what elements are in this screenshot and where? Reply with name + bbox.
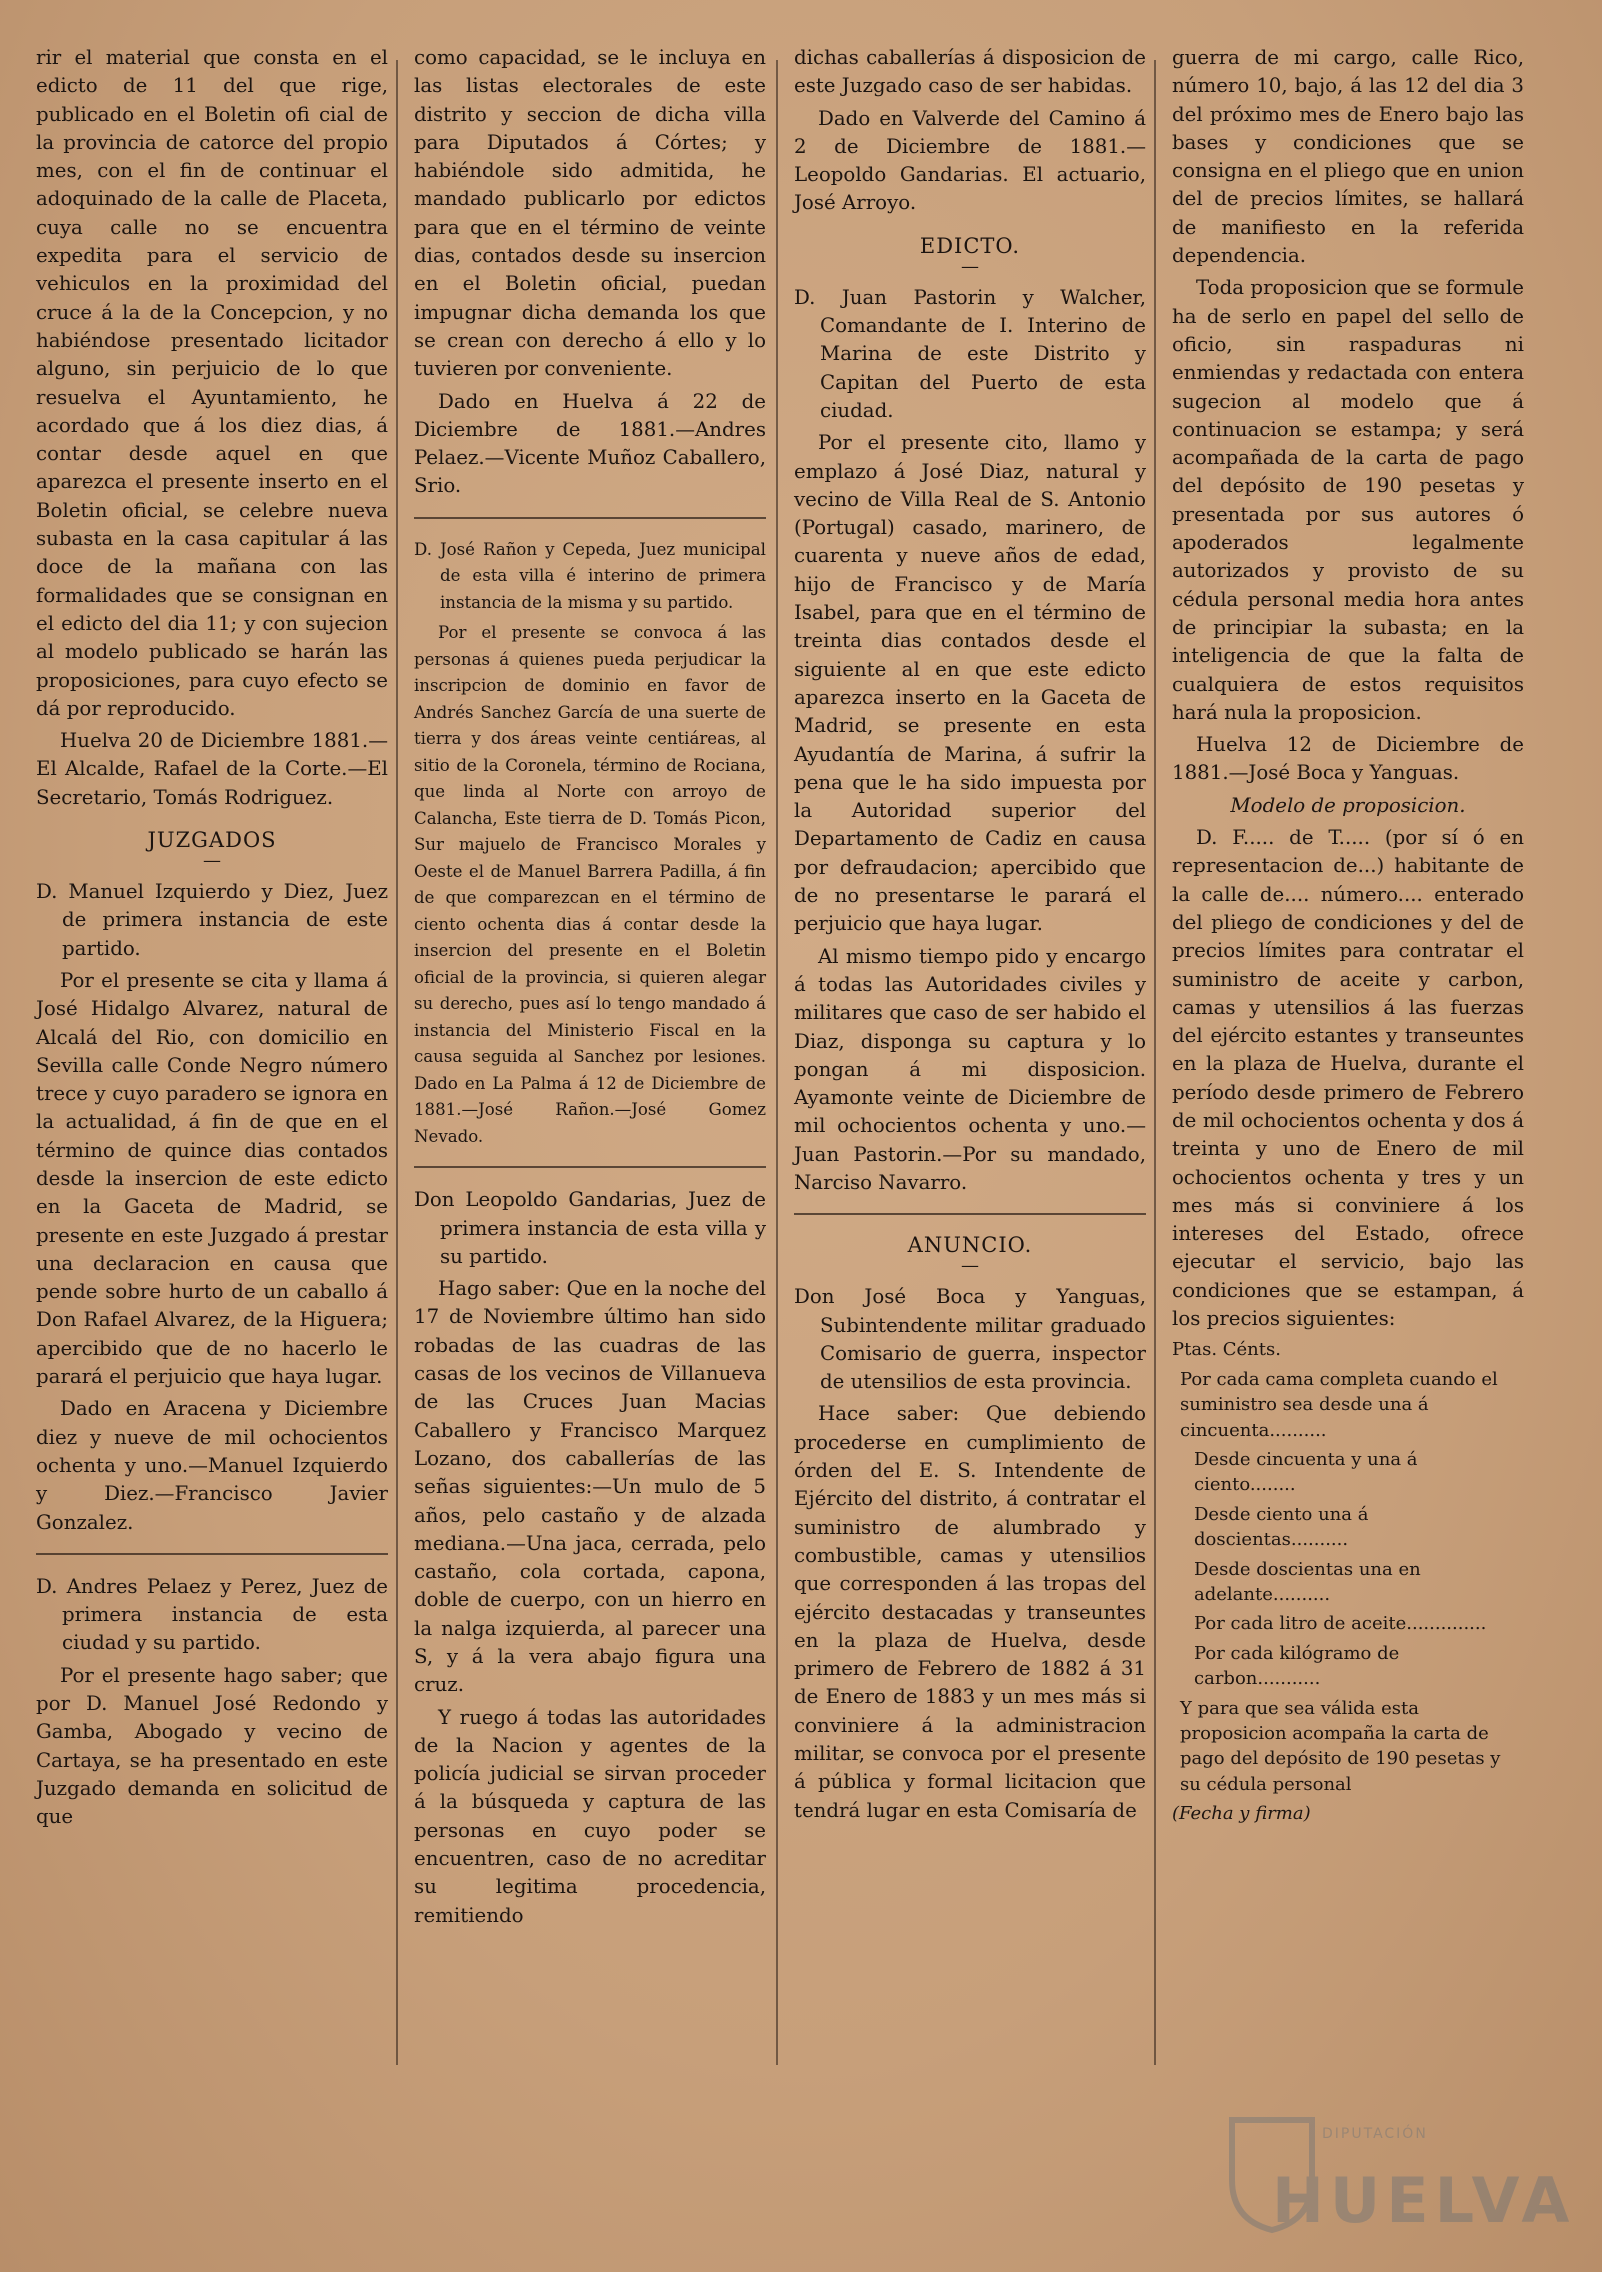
- separator: [794, 1213, 1146, 1215]
- watermark-small-text: DIPUTACIÓN: [1322, 2126, 1428, 2142]
- model-heading: Modelo de proposicion.: [1230, 793, 1466, 817]
- column-2: [414, 44, 766, 1934]
- separator: [414, 517, 766, 519]
- section-heading-juzgados: JUZGADOS: [147, 828, 277, 853]
- notice-body: Por el presente se cita y llama á José Hidalgo Alvarez, natural de Alcalá del Rio, con domicilio en Sevilla calle Conde Negro número trece y cuyo paradero se ignora en la actualidad, á fin de que en el término de quince dias contados desde la insercion de este edicto en la Gaceta de Madrid, se presente en este Juzgado á prestar una declaracion en causa que pende sobre hurto de un caballo á Don Rafael Alvarez, de la Higuera; apercibido que de no hacerlo le parará el perjuicio que haya lugar.: [36, 968, 388, 1389]
- column-rule: [396, 60, 398, 2065]
- section-heading-edicto: EDICTO.: [919, 233, 1021, 258]
- notice-signature: Dado en Aracena y Diciembre diez y nueve de mil ochocientos ochenta y uno.—Manuel Izquierdo y Diez.—Francisco Javier Gonzalez.: [36, 1397, 388, 1534]
- notice-body: Por el presente hago saber; que por D. Manuel José Redondo y Gamba, Abogado y vecino de Cartaya, se ha presentado en este Juzgado demanda en solicitud de que: [36, 1663, 388, 1829]
- section-heading-anuncio: ANUNCIO.: [907, 1233, 1033, 1258]
- signature-placeholder: (Fecha y firma): [1172, 1803, 1311, 1825]
- notice-signature: Dado en Valverde del Camino á 2 de Diciembre de 1881.—Leopoldo Gandarias. El actuario, José Arroyo.: [794, 106, 1146, 215]
- notice-body: Toda proposicion que se formule ha de serlo en papel del sello de oficio, sin raspaduras ni enmiendas y redactada con entera sugecion al modelo que á continuacion se estampa; y será acompañada de la carta de pago del depósito de 190 pesetas y presentada por sus autores ó apoderados legalmente autorizados y provisto de su cédula personal media hora antes de principiar la subasta; en la inteligencia de que la falta de cualquiera de estos requisitos hará nula la proposicion.: [1172, 276, 1524, 724]
- price-table: [1172, 1337, 1524, 1826]
- price-row: Desde cincuenta y una á ciento........: [1194, 1448, 1418, 1496]
- edict-signature: Huelva 20 de Diciembre 1881.—El Alcalde, Rafael de la Corte.—El Secretario, Tomás Rodriguez.: [36, 729, 388, 809]
- model-body: D. F..... de T..... (por sí ó en representacion de...) habitante de la calle de.... número.... enterado del pliego de condiciones y del de precios límites para contratar el suministro de aceite y carbon, camas y utensilios á las fuerzas del ejército estantes y transeuntes en la plaza de Huelva, durante el período desde primero de Febrero de mil ochocientos ochenta y dos á treinta y uno de Enero de mil ochocientos ochenta y tres y un mes más si conviniere á los intereses del Estado, ofrece ejecutar el servicio, bajo las condiciones que se estampan, á los precios siguientes:: [1172, 826, 1524, 1331]
- judge-title: D. José Rañon y Cepeda, Juez municipal de esta villa é interino de primera instancia de la misma y su partido.: [414, 539, 766, 612]
- column-rule: [776, 60, 778, 2065]
- column-4: [1172, 44, 1524, 1831]
- heading-dash: —: [961, 255, 979, 277]
- heading-dash: —: [961, 1255, 979, 1277]
- archive-watermark: [1212, 2096, 1576, 2246]
- notice-body: Hace saber: Que debiendo procederse en cumplimiento de órden del E. S. Intendente de Ejército del distrito, á contratar el suministro de alumbrado y combustible, camas y utensilios que corresponden á las tropas del ejército destacadas y transeuntes en la plaza de Huelva, desde primero de Febrero de 1882 á 31 de Enero de 1883 y un mes más si conviniere á la administracion militar, se convoca por el presente á pública y formal licitacion que tendrá lugar en esta Comisaría de: [794, 1402, 1146, 1822]
- notice-body: Y ruego á todas las autoridades de la Nacion y agentes de la policía judicial se sirvan proceder á la búsqueda y captura de las personas en cuyo poder se encuentren, caso de no acreditar su legitima procedencia, remitiendo: [414, 1705, 766, 1927]
- model-closing: Y para que sea válida esta proposicion acompaña la carta de pago del depósito de 190 pesetas y su cédula personal: [1180, 1697, 1501, 1795]
- edict-continuation: rir el material que consta en el edicto de 11 del que rige, publicado en el Boletin ofi cial de la provincia de catorce del propio mes, con el fin de continuar el adoquinado de la calle de Placeta, cuya calle no se encuentra expedita para el servicio de vehiculos en la proximidad del cruce á la de la Concepcion, y no habiéndose presentado licitador alguno, sin perjuicio de lo que resuelva el Ayuntamiento, he acordado que á los diez dias, á contar desde aquel en que aparezca el presente inserto en el Boletin oficial, se celebre nueva subasta en la casa capitular á las doce de la mañana con las formalidades que se consignan en el edicto del dia 11; y con sujecion al modelo publicado se harán las proposiciones, para cuyo efecto se dá por reproducido.: [36, 46, 388, 720]
- separator: [414, 1166, 766, 1168]
- notice-body: Por el presente cito, llamo y emplazo á José Diaz, natural y vecino de Villa Real de S. Antonio (Portugal) casado, marinero, de cuarenta y nueve años de edad, hijo de Francisco y de María Isabel, para que en el término de treinta dias contados desde el siguiente al en que este edicto aparezca inserto en la Gaceta de Madrid, se presente en esta Ayudantía de Marina, á sufrir la pena que le ha sido impuesta por la Autoridad superior del Departamento de Cadiz en causa por defraudacion; apercibido que de no presentarse le parará el perjuicio que haya lugar.: [794, 431, 1146, 936]
- price-row: Por cada litro de aceite..............: [1194, 1613, 1487, 1635]
- price-table-header: Ptas. Cénts.: [1172, 1339, 1281, 1361]
- price-row: Desde ciento una á doscientas..........: [1194, 1503, 1369, 1551]
- notice-body: Al mismo tiempo pido y encargo á todas las Autoridades civiles y militares que caso de ser habido el Diaz, disponga su captura y lo pongan á mi disposicion. Ayamonte veinte de Diciembre de mil ochocientos ochenta y uno.—Juan Pastorin.—Por su mandado, Narciso Navarro.: [794, 944, 1146, 1194]
- official-title: Don José Boca y Yanguas, Subintendente militar graduado Comisario de guerra, inspector de utensilios de esta provincia.: [794, 1285, 1146, 1394]
- judge-title: D. Andres Pelaez y Perez, Juez de primera instancia de esta ciudad y su partido.: [36, 1574, 388, 1655]
- commander-title: D. Juan Pastorin y Walcher, Comandante de I. Interino de Marina de este Distrito y Capitan del Puerto de esta ciudad.: [794, 285, 1146, 422]
- judge-title: D. Manuel Izquierdo y Diez, Juez de primera instancia de este partido.: [36, 880, 388, 960]
- notice-signature: Dado en Huelva á 22 de Diciembre de 1881.—Andres Pelaez.—Vicente Muñoz Caballero, Srio.: [414, 389, 766, 498]
- price-row: Desde doscientas una en adelante..........: [1194, 1558, 1421, 1606]
- notice-signature: Huelva 12 de Diciembre de 1881.—José Boca y Yanguas.: [1172, 733, 1524, 785]
- heading-dash: —: [203, 850, 221, 872]
- price-row: Por cada kilógramo de carbon...........: [1194, 1642, 1400, 1690]
- notice-continuation: como capacidad, se le incluya en las listas electorales de este distrito y seccion de dicha villa para Diputados á Córtes; y habiéndole sido admitida, he mandado publicarlo por edictos para que en el término de veinte dias, contados desde su insercion en el Boletin oficial, puedan impugnar dicha demanda los que se crean con derecho á ello y lo tuvieren por conveniente.: [414, 46, 766, 381]
- judge-title: Don Leopoldo Gandarias, Juez de primera instancia de esta villa y su partido.: [414, 1188, 766, 1268]
- separator: [36, 1553, 388, 1555]
- notice-body: Por el presente se convoca á las personas á quienes pueda perjudicar la inscripcion de dominio en favor de Andrés Sanchez García de una suerte de tierra y dos áreas veinte centiáreas, al sitio de la Coronela, término de Rociana, que linda al Norte con arroyo de Calancha, Este tierra de D. Tomás Picon, Sur majuelo de Francisco Morales y Oeste el de Manuel Barrera Padilla, á fin de que comparezcan en el término de ciento ochenta dias á contar desde la insercion del presente en el Boletin oficial de la provincia, si quieren alegar su derecho, pues así lo tengo mandado á instancia del Ministerio Fiscal en la causa seguida al Sanchez por lesiones. Dado en La Palma á 12 de Diciembre de 1881.—José Rañon.—José Gomez Nevado.: [414, 623, 766, 1146]
- column-1: [36, 44, 388, 1836]
- notice-continuation: guerra de mi cargo, calle Rico, número 10, bajo, á las 12 del dia 3 del próximo mes de Enero bajo las bases y condiciones que se consigna en el pliego que en union del de precios límites, se hallará de manifiesto en la referida dependencia.: [1172, 46, 1524, 268]
- notice-body: Hago saber: Que en la noche del 17 de Noviembre último han sido robadas de las cuadras de las casas de los vecinos de Villanueva de las Cruces Juan Macias Caballero y Francisco Marquez Lozano, dos caballerías de las señas siguientes:—Un mulo de 5 años, pelo castaño y de alzada mediana.—Una jaca, cerrada, pelo castaño, cola cortada, capona, doble de cuerpo, con un hierro en la nalga izquierda, al parecer una S, y á la vera abajo figura una cruz.: [414, 1277, 766, 1697]
- column-3: [794, 44, 1146, 1829]
- price-row: Por cada cama completa cuando el suministro sea desde una á cincuenta..........: [1180, 1368, 1498, 1441]
- column-rule: [1154, 60, 1156, 2065]
- watermark-word: HUELVA: [1272, 2164, 1576, 2237]
- notice-continuation: dichas caballerías á disposicion de este Juzgado caso de ser habidas.: [794, 46, 1146, 98]
